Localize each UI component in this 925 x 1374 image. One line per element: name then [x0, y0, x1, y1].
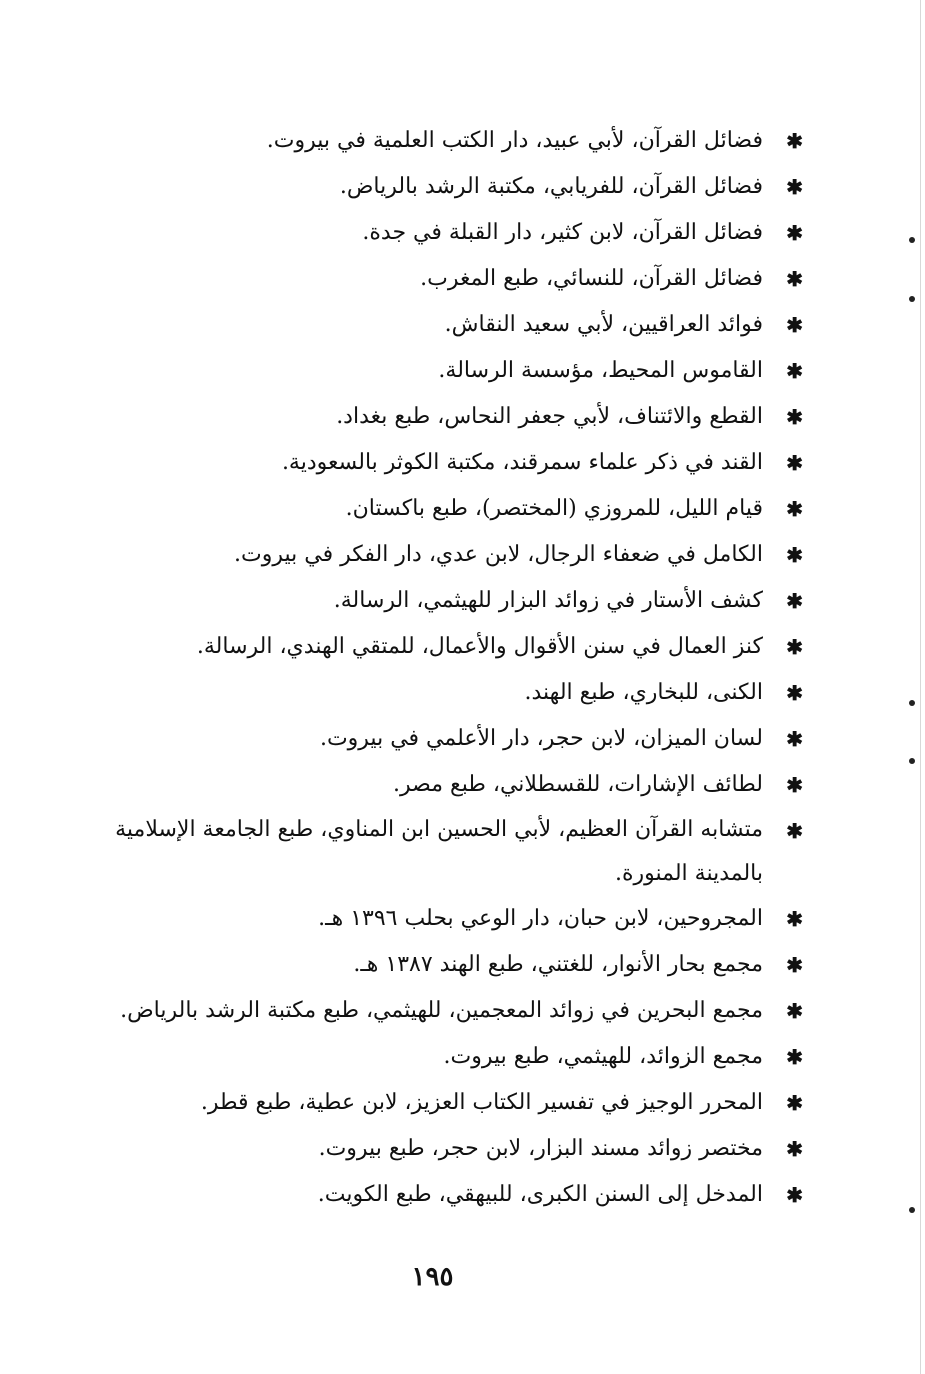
entry-text: القطع والائتناف، لأبي جعفر النحاس، طبع بغداد.: [336, 404, 763, 429]
bibliography-entry: [40, 302, 805, 348]
margin-mark: [909, 758, 915, 764]
entry-text: الكامل في ضعفاء الرجال، لابن عدي، دار الفكر في بيروت.: [234, 542, 763, 567]
bibliography-entry: [40, 256, 805, 302]
bibliography-entry: [40, 896, 805, 942]
bibliography-entry: [40, 164, 805, 210]
asterisk-bullet-icon: ✱: [786, 999, 803, 1023]
entry-text: مجمع البحرين في زوائد المعجمين، للهيثمي، طبع مكتبة الرشد بالرياض.: [120, 998, 763, 1023]
entry-text: مختصر زوائد مسند البزار، لابن حجر، طبع بيروت.: [318, 1136, 763, 1161]
asterisk-bullet-icon: ✱: [786, 175, 803, 199]
asterisk-bullet-icon: ✱: [786, 1183, 803, 1207]
asterisk-bullet-icon: ✱: [786, 589, 803, 613]
entry-text: الكنى، للبخاري، طبع الهند.: [524, 680, 763, 705]
bibliography-entry: [40, 1126, 805, 1172]
entry-text: فضائل القرآن، لأبي عبيد، دار الكتب العلمية في بيروت.: [266, 128, 763, 153]
margin-mark: [909, 296, 915, 302]
asterisk-bullet-icon: ✱: [786, 497, 803, 521]
asterisk-bullet-icon: ✱: [786, 1045, 803, 1069]
entry-text: القند في ذكر علماء سمرقند، مكتبة الكوثر بالسعودية.: [281, 450, 763, 475]
margin-mark: [909, 237, 915, 243]
bibliography-entry: [40, 1172, 805, 1218]
entry-text: المدخل إلى السنن الكبرى، للبيهقي، طبع الكويت.: [317, 1182, 763, 1207]
bibliography-entry: [40, 942, 805, 988]
entry-text: فضائل القرآن، لابن كثير، دار القبلة في جدة.: [362, 220, 763, 245]
bibliography-entry: [40, 988, 805, 1034]
entry-text: القاموس المحيط، مؤسسة الرسالة.: [438, 358, 763, 383]
entry-text: كنز العمال في سنن الأقوال والأعمال، للمتقي الهندي، الرسالة.: [196, 634, 763, 659]
entry-text: المحرر الوجيز في تفسير الكتاب العزيز، لابن عطية، طبع قطر.: [200, 1090, 763, 1115]
entry-text: لسان الميزان، لابن حجر، دار الأعلمي في بيروت.: [319, 726, 763, 751]
bibliography-entry: [40, 670, 805, 716]
bibliography-entry: [40, 1080, 805, 1126]
asterisk-bullet-icon: ✱: [786, 953, 803, 977]
asterisk-bullet-icon: ✱: [786, 451, 803, 475]
margin-mark: [909, 1207, 915, 1213]
asterisk-bullet-icon: ✱: [786, 313, 803, 337]
entry-text: كشف الأستار في زوائد البزار للهيثمي، الرسالة.: [333, 588, 763, 613]
scan-edge-line: [920, 0, 921, 1374]
bibliography-entry: [40, 118, 805, 164]
asterisk-bullet-icon: ✱: [786, 727, 803, 751]
bibliography-entry: [40, 532, 805, 578]
asterisk-bullet-icon: ✱: [786, 1137, 803, 1161]
entry-text: المجروحين، لابن حبان، دار الوعي بحلب ١٣٩٦ هـ.: [318, 906, 763, 931]
asterisk-bullet-icon: ✱: [786, 681, 803, 705]
asterisk-bullet-icon: ✱: [786, 267, 803, 291]
bibliography-entry: [40, 348, 805, 394]
bibliography-entry: [40, 486, 805, 532]
bibliography-list: [40, 118, 805, 1218]
asterisk-bullet-icon: ✱: [786, 635, 803, 659]
asterisk-bullet-icon: ✱: [786, 819, 803, 843]
bibliography-entry: [40, 394, 805, 440]
asterisk-bullet-icon: ✱: [786, 907, 803, 931]
entry-text: مجمع بحار الأنوار، للغتني، طبع الهند ١٣٨٧ هـ.: [353, 952, 763, 977]
entry-text: قيام الليل، للمروزي (المختصر)، طبع باكستان.: [345, 496, 763, 521]
page-number: ١٩٥: [411, 1262, 454, 1292]
bibliography-entry: [40, 624, 805, 670]
asterisk-bullet-icon: ✱: [786, 221, 803, 245]
entry-text: فوائد العراقيين، لأبي سعيد النقاش.: [444, 312, 763, 337]
margin-mark: [909, 700, 915, 706]
entry-text: فضائل القرآن، للنسائي، طبع المغرب.: [420, 266, 763, 291]
bibliography-entry: [40, 716, 805, 762]
asterisk-bullet-icon: ✱: [786, 359, 803, 383]
asterisk-bullet-icon: ✱: [786, 773, 803, 797]
bibliography-entry: [40, 1034, 805, 1080]
bibliography-entry: [40, 210, 805, 256]
bibliography-entry: [40, 440, 805, 486]
entry-text: متشابه القرآن العظيم، لأبي الحسين ابن المناوي، طبع الجامعة الإسلامية بالمدينة المنورة.: [115, 817, 763, 886]
asterisk-bullet-icon: ✱: [786, 129, 803, 153]
bibliography-entry: [40, 578, 805, 624]
entry-text: فضائل القرآن، للفريابي، مكتبة الرشد بالرياض.: [339, 174, 763, 199]
entry-text: لطائف الإشارات، للقسطلاني، طبع مصر.: [393, 772, 763, 797]
bibliography-entry: [40, 808, 805, 896]
asterisk-bullet-icon: ✱: [786, 1091, 803, 1115]
entry-text: مجمع الزوائد، للهيثمي، طبع بيروت.: [443, 1044, 763, 1069]
bibliography-entry: [40, 762, 805, 808]
asterisk-bullet-icon: ✱: [786, 543, 803, 567]
asterisk-bullet-icon: ✱: [786, 405, 803, 429]
